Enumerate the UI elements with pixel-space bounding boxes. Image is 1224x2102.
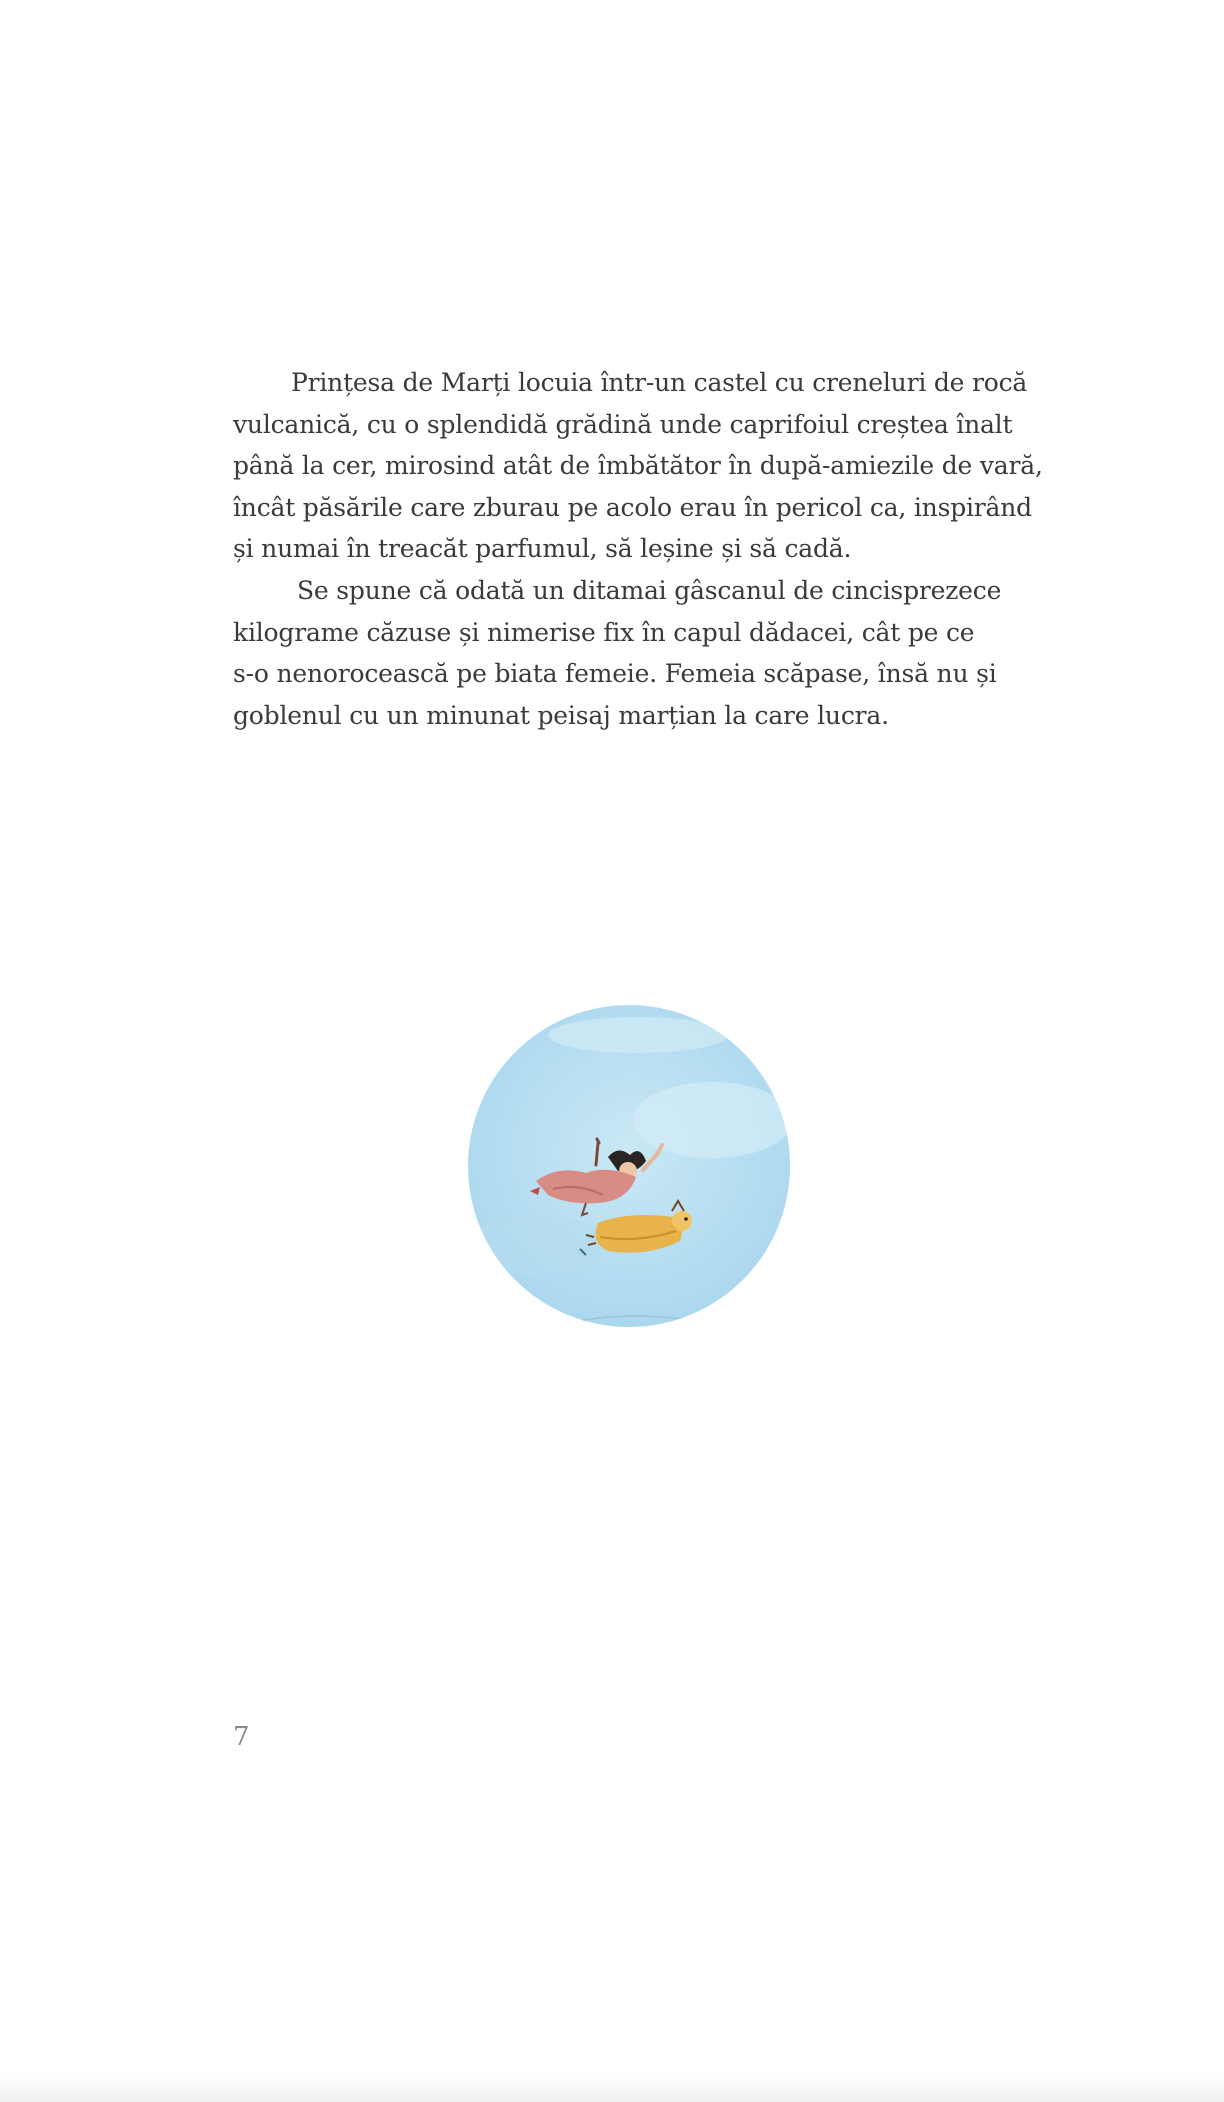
paragraph-1-line-5: și numai în treacăt parfumul, să leșine și să cadă.	[233, 534, 852, 564]
page-number: 7	[233, 1722, 250, 1752]
paragraph-1-line-2: vulcanică, cu o splendidă grădină unde caprifoiul creștea înalt	[233, 409, 1013, 439]
paragraph-1-line-4: încât păsările care zburau pe acolo erau în pericol ca, inspirând	[233, 492, 1032, 522]
paragraph-2-line-4: goblenul cu un minunat peisaj marțian la care lucra.	[233, 700, 889, 730]
paragraph-2-line-2: kilograme căzuse și nimerise fix în capul dădacei, cât pe ce	[233, 617, 975, 647]
page-edge-shadow	[0, 2076, 1224, 2102]
falling-princess-illustration	[468, 1005, 790, 1327]
paragraph-2-line-3: s-o nenorocească pe biata femeie. Femeia scăpase, însă nu și	[233, 659, 997, 689]
paragraph-2-line-1: Se spune că odată un ditamai gâscanul de cincisprezece	[297, 575, 1002, 605]
story-text	[233, 362, 1053, 736]
paragraph-1-line-3: până la cer, mirosind atât de îmbătător în după-amiezile de vară,	[233, 451, 1043, 481]
paragraph-1-line-1: Prințesa de Marți locuia într-un castel cu creneluri de rocă	[291, 368, 1028, 397]
